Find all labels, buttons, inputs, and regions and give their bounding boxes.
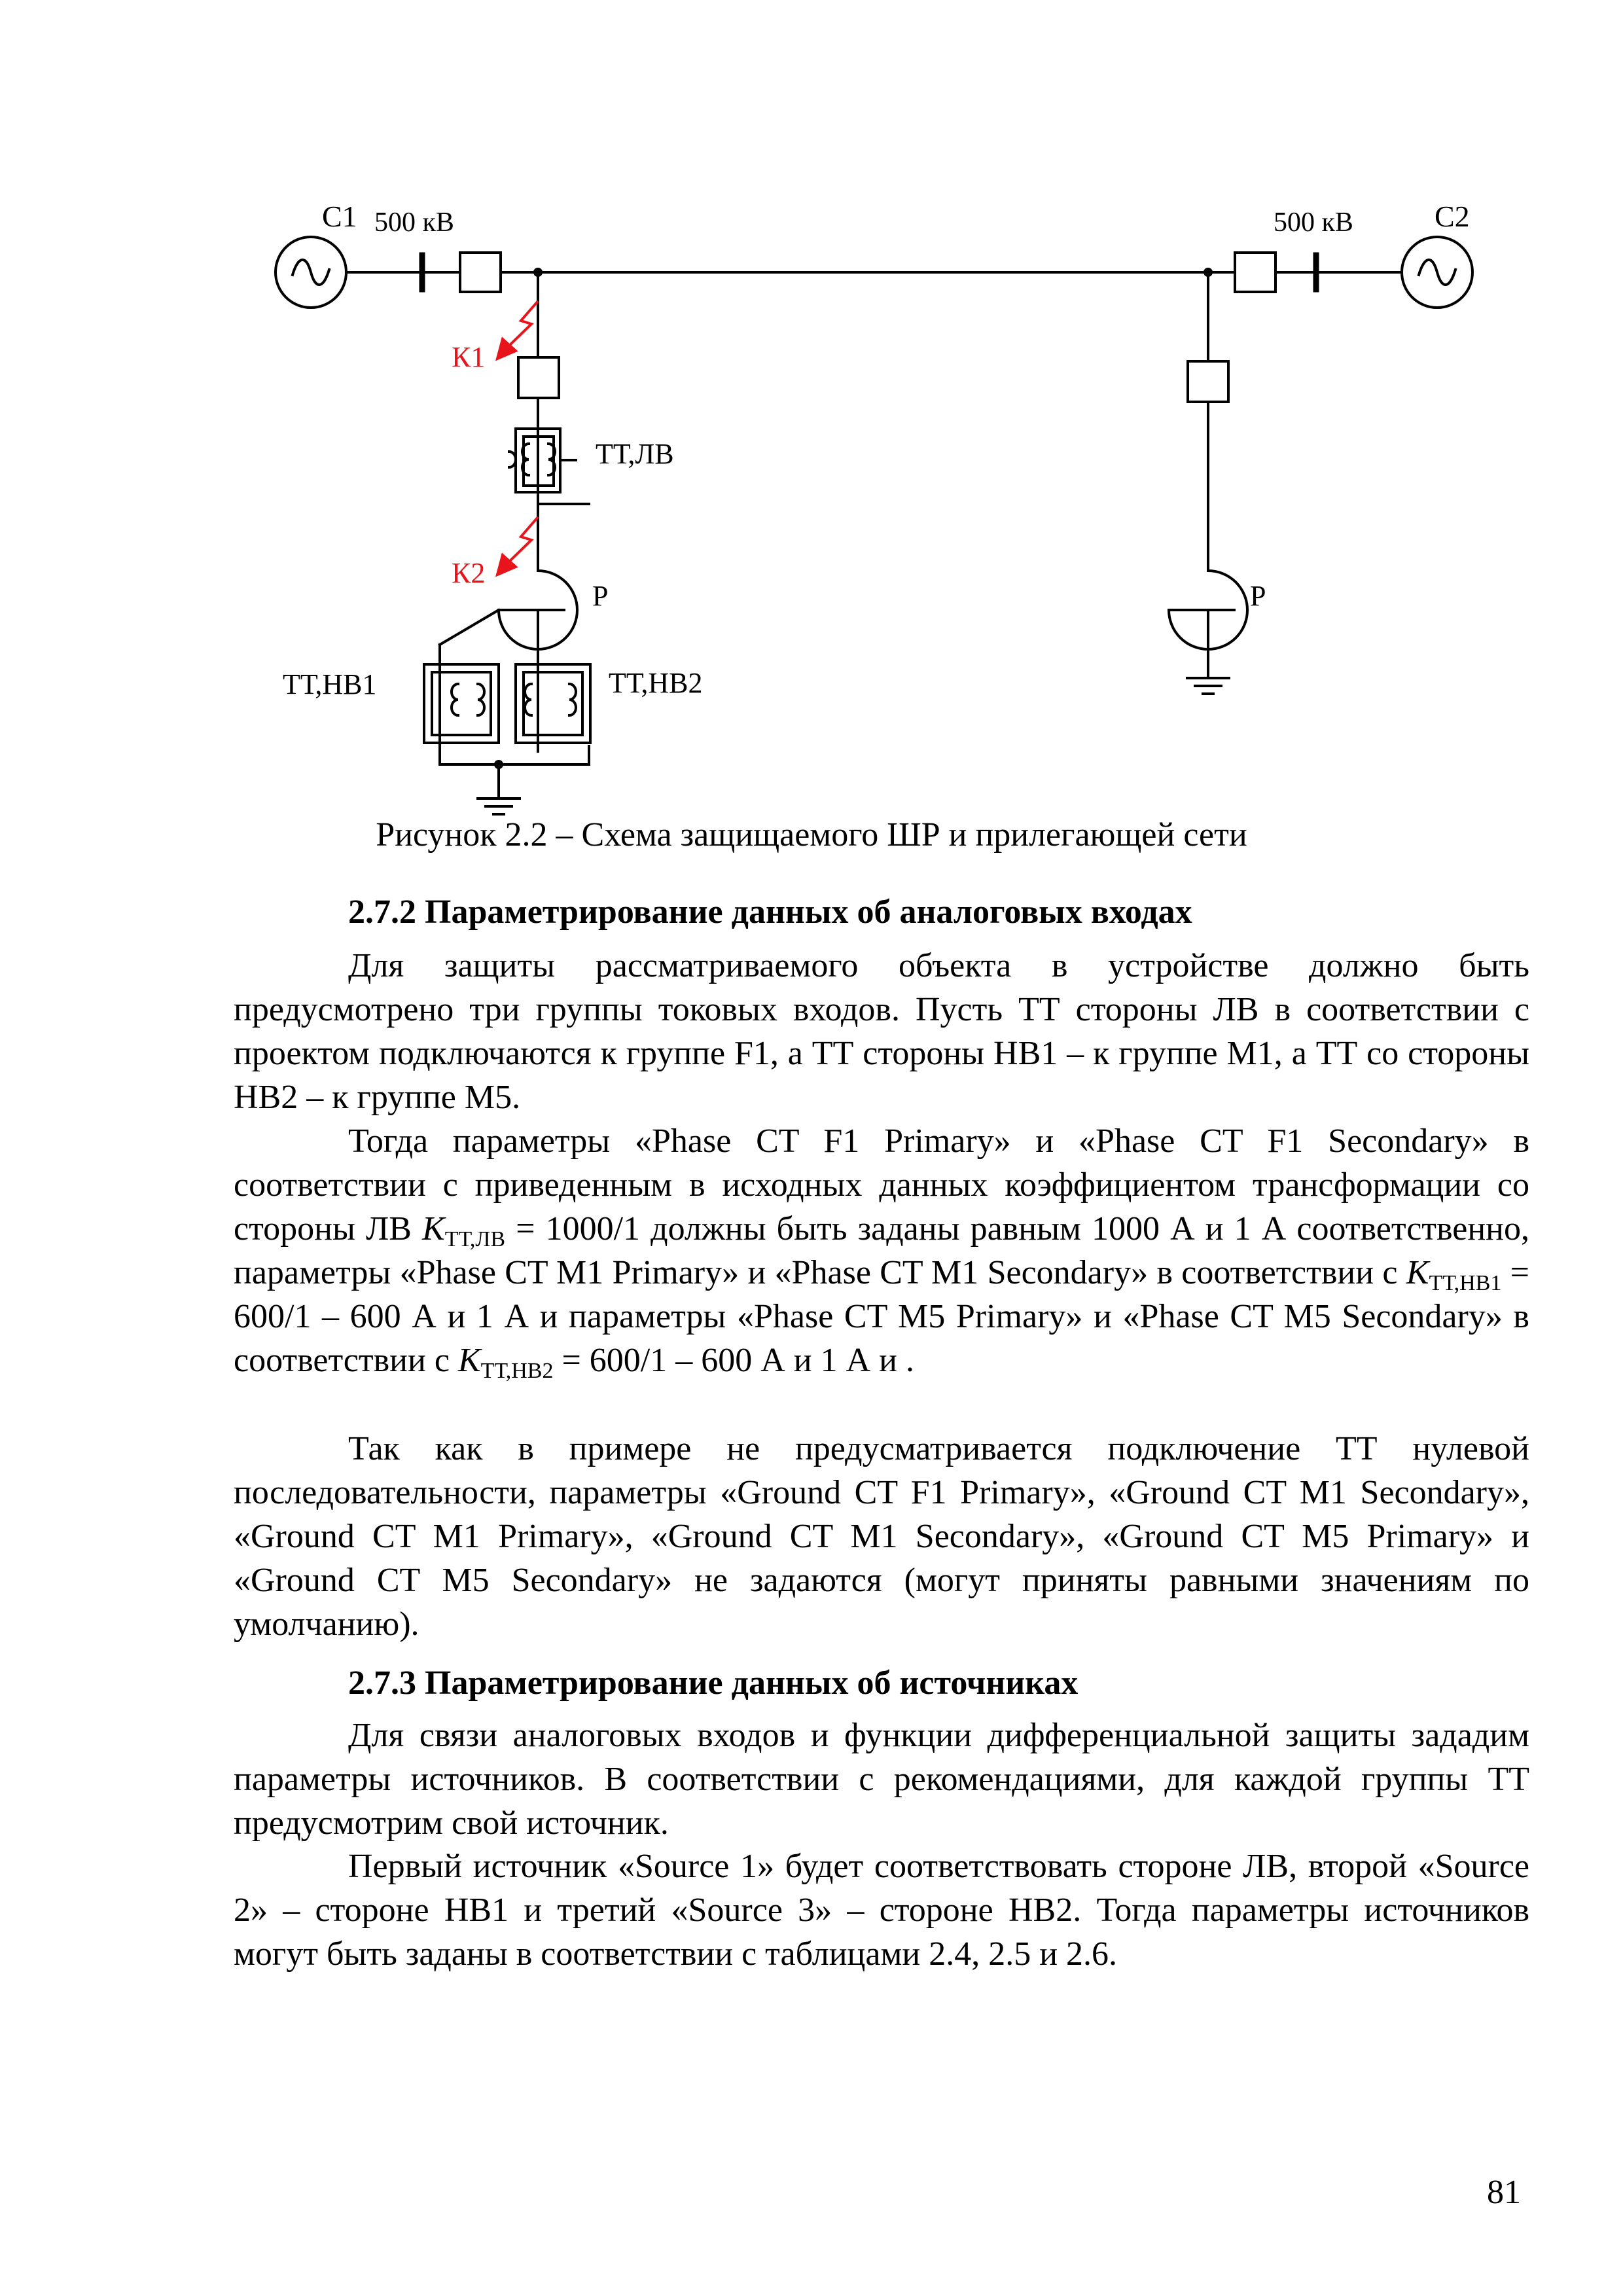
breaker-right-branch	[1188, 361, 1228, 402]
k-tt-lv-subscript: ТТ,ЛВ	[444, 1227, 506, 1251]
source-c2-label: C2	[1435, 200, 1470, 233]
ct-hv2-label: ТТ,НВ2	[609, 667, 703, 699]
ground-left-symbol	[478, 798, 520, 814]
source-c1-label: C1	[322, 200, 357, 233]
ct-hv1-label: ТТ,НВ1	[283, 668, 377, 700]
paragraph-sources-mapping: Первый источник «Source 1» будет соответствовать стороне ЛВ, второй «Source 2» – стороне НВ1 и третий «Source 3» – стороне НВ2. Тогда параметры источников могут быть заданы в соответствии с таблицами 2.4, 2.5 и 2.6.	[234, 1848, 1529, 1973]
reactor-right-label: Р	[1250, 580, 1266, 612]
ct-lv-label: ТТ,ЛВ	[596, 438, 674, 470]
reactor-left-label: Р	[592, 580, 609, 612]
paragraph-ct-parameters: Тогда параметры «Phase CT F1 Primary» и «Phase CT F1 Secondary» в соответствии с приведенным в исходных данных коэффициентом трансформации со стороны ЛВ $K_{ТТ,ЛВ} = 1000/1$ должны быть заданы равным 1000 А и 1 А соответственно, параметры «Phase CT M1 Primary» и «Phase CT M1 Secondary» в соответствии с $K_{ТТ,НВ1} = 600/1 - 600$ А и 1 А и параметры «Phase CT M5 Primary» и «Phase CT M5 Secondary» в соответствии с $K_{ТТ,НВ2} = 600/1 - 600$ А и 1 А и .	[234, 1122, 1530, 1383]
page-number: 81	[1487, 2174, 1521, 2211]
voltage-left-label: 500 кВ	[374, 207, 454, 238]
paragraph-analog-inputs: Для защиты рассматриваемого объекта в устройстве должно быть предусмотрено три группы токовых входов. Пусть ТТ стороны ЛВ в соответствии с проектом подключаются к группе F1, а ТТ стороны НВ1 – к группе M1, а ТТ со стороны НВ2 – к группе M5.	[234, 947, 1529, 1116]
ct-lv-symbol	[509, 429, 589, 504]
substation-schematic	[0, 0, 1623, 851]
k-tt-hv1-subscript: ТТ,НВ1	[1429, 1271, 1502, 1295]
bus-junction-right	[1204, 268, 1213, 277]
ground-junction	[494, 760, 503, 769]
ground-right-symbol	[1187, 678, 1229, 694]
paragraph-ground-ct: Так как в примере не предусматривается подключение ТТ нулевой последовательности, параметры «Ground CT F1 Primary», «Ground CT M1 Secondary», «Ground CT M1 Primary», «Ground CT M1 Secondary», «Ground CT M5 Primary» и «Ground CT M5 Secondary» не задаются (могут приняты равными значениям по умолчанию).	[234, 1430, 1529, 1643]
k-tt-hv2-subscript: ТТ,НВ2	[480, 1359, 554, 1383]
section-heading-2-7-2: 2.7.2 Параметрирование данных об аналоговых входах	[348, 893, 1192, 931]
source-c2-symbol	[1402, 237, 1472, 308]
breaker-right	[1235, 253, 1275, 292]
section-heading-2-7-3: 2.7.3 Параметрирование данных об источниках	[348, 1664, 1079, 1702]
ct-hv-assembly	[424, 645, 590, 798]
paragraph-sources-intro: Для связи аналоговых входов и функции дифференциальной защиты зададим параметры источников. В соответствии с рекомендациями, для каждой группы ТТ предусмотрим свой источник.	[234, 1717, 1529, 1842]
figure-caption: Рисунок 2.2 – Схема защищаемого ШР и прилегающей сети	[376, 816, 1247, 853]
source-c1-symbol	[276, 237, 346, 308]
reactor-left-symbol	[440, 571, 577, 751]
fault-k2-label: К2	[452, 557, 486, 589]
breaker-left	[460, 253, 501, 292]
reactor-right-symbol	[1169, 571, 1247, 678]
fault-k1-label: К1	[452, 341, 486, 373]
fault-k2-arrow	[497, 517, 538, 575]
fault-k1-arrow	[497, 301, 538, 359]
breaker-lv-branch	[518, 357, 559, 398]
k-tt-lv-symbol: K	[422, 1210, 445, 1247]
bus-junction-left	[533, 268, 543, 277]
voltage-right-label: 500 кВ	[1274, 207, 1353, 238]
k-tt-hv1-symbol: K	[1406, 1254, 1429, 1291]
k-tt-hv2-symbol: K	[457, 1342, 481, 1379]
